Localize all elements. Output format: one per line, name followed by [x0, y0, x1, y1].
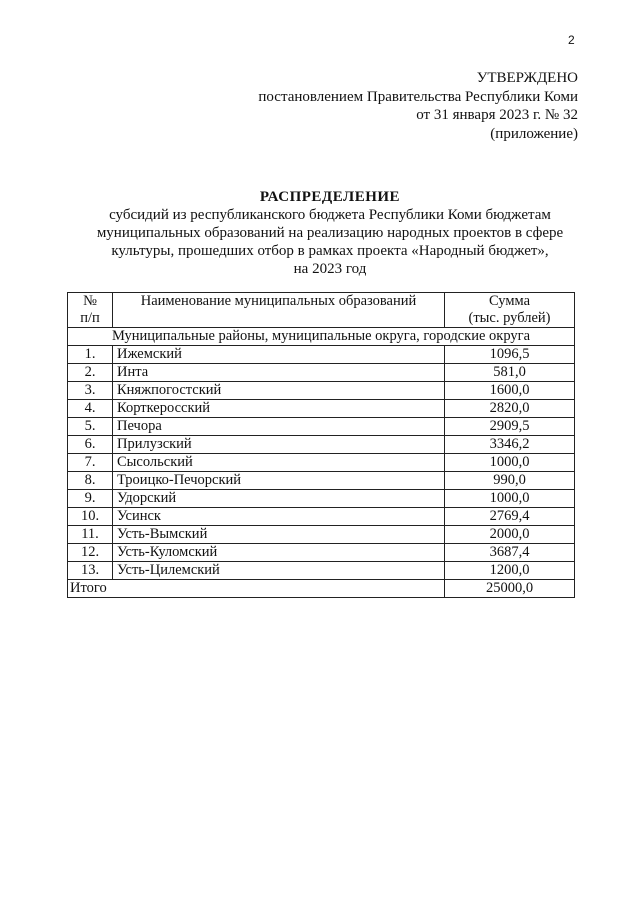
row-name: Троицко-Печорский — [113, 472, 445, 490]
row-sum: 2909,5 — [445, 418, 575, 436]
row-name: Печора — [113, 418, 445, 436]
approval-date: от 31 января 2023 г. № 32 — [416, 107, 578, 123]
approval-block — [258, 69, 578, 143]
row-name: Ижемский — [113, 346, 445, 364]
document-heading — [80, 188, 580, 278]
row-sum: 2000,0 — [445, 526, 575, 544]
table-row — [68, 526, 575, 544]
heading-line-4: на 2023 год — [293, 261, 367, 277]
row-number: 6. — [68, 436, 113, 454]
row-name: Прилузский — [113, 436, 445, 454]
row-number: 11. — [68, 526, 113, 544]
row-sum: 3346,2 — [445, 436, 575, 454]
row-number: 7. — [68, 454, 113, 472]
row-number: 3. — [68, 382, 113, 400]
header-sum — [445, 293, 575, 328]
document-title: РАСПРЕДЕЛЕНИЕ — [259, 189, 401, 205]
table-row — [68, 436, 575, 454]
row-name: Корткеросский — [113, 400, 445, 418]
row-sum: 990,0 — [445, 472, 575, 490]
row-number: 4. — [68, 400, 113, 418]
page-number: 2 — [568, 33, 575, 47]
header-sum-unit: (тыс. рублей) — [468, 310, 551, 326]
row-name: Усинск — [113, 508, 445, 526]
row-sum: 3687,4 — [445, 544, 575, 562]
heading-line-2: муниципальных образований на реализацию народных проектов в сфере — [96, 225, 564, 241]
table-row — [68, 472, 575, 490]
row-name: Княжпогостский — [113, 382, 445, 400]
row-sum: 581,0 — [445, 364, 575, 382]
row-number: 1. — [68, 346, 113, 364]
table-row — [68, 346, 575, 364]
total-row — [68, 580, 575, 598]
row-number: 12. — [68, 544, 113, 562]
table-row — [68, 418, 575, 436]
table-header-row — [68, 293, 575, 328]
heading-line-3: культуры, прошедших отбор в рамках проекта «Народный бюджет», — [111, 243, 549, 259]
approval-appendix: (приложение) — [490, 125, 578, 142]
row-name: Удорский — [113, 490, 445, 508]
table-row — [68, 490, 575, 508]
row-number: 13. — [68, 562, 113, 580]
section-row — [68, 328, 575, 346]
row-number: 8. — [68, 472, 113, 490]
table-row — [68, 454, 575, 472]
table-row — [68, 382, 575, 400]
row-number: 9. — [68, 490, 113, 508]
table-row — [68, 400, 575, 418]
row-sum: 1200,0 — [445, 562, 575, 580]
table-row — [68, 364, 575, 382]
row-sum: 1000,0 — [445, 454, 575, 472]
approval-title: УТВЕРЖДЕНО — [476, 70, 578, 86]
row-name: Усть-Цилемский — [113, 562, 445, 580]
row-sum: 2820,0 — [445, 400, 575, 418]
total-sum: 25000,0 — [445, 580, 575, 598]
table-row — [68, 508, 575, 526]
row-sum: 1600,0 — [445, 382, 575, 400]
row-number: 2. — [68, 364, 113, 382]
row-sum: 1000,0 — [445, 490, 575, 508]
row-name: Усть-Куломский — [113, 544, 445, 562]
header-number-symbol: № — [83, 293, 97, 309]
row-number: 10. — [68, 508, 113, 526]
header-number-abbr: п/п — [80, 310, 100, 326]
row-number: 5. — [68, 418, 113, 436]
row-sum: 1096,5 — [445, 346, 575, 364]
row-name: Усть-Вымский — [113, 526, 445, 544]
header-name: Наименование муниципальных образований — [113, 293, 445, 328]
table-row — [68, 544, 575, 562]
table-row — [68, 562, 575, 580]
heading-line-1: субсидий из республиканского бюджета Республики Коми бюджетам — [109, 207, 551, 223]
header-number — [68, 293, 113, 328]
approval-decree: постановлением Правительства Республики Коми — [258, 88, 578, 105]
header-sum-title: Сумма — [488, 293, 531, 309]
distribution-table — [67, 292, 575, 598]
row-name: Инта — [113, 364, 445, 382]
row-sum: 2769,4 — [445, 508, 575, 526]
row-name: Сысольский — [113, 454, 445, 472]
total-label: Итого — [68, 580, 445, 598]
section-label: Муниципальные районы, муниципальные округа, городские округа — [68, 328, 575, 346]
